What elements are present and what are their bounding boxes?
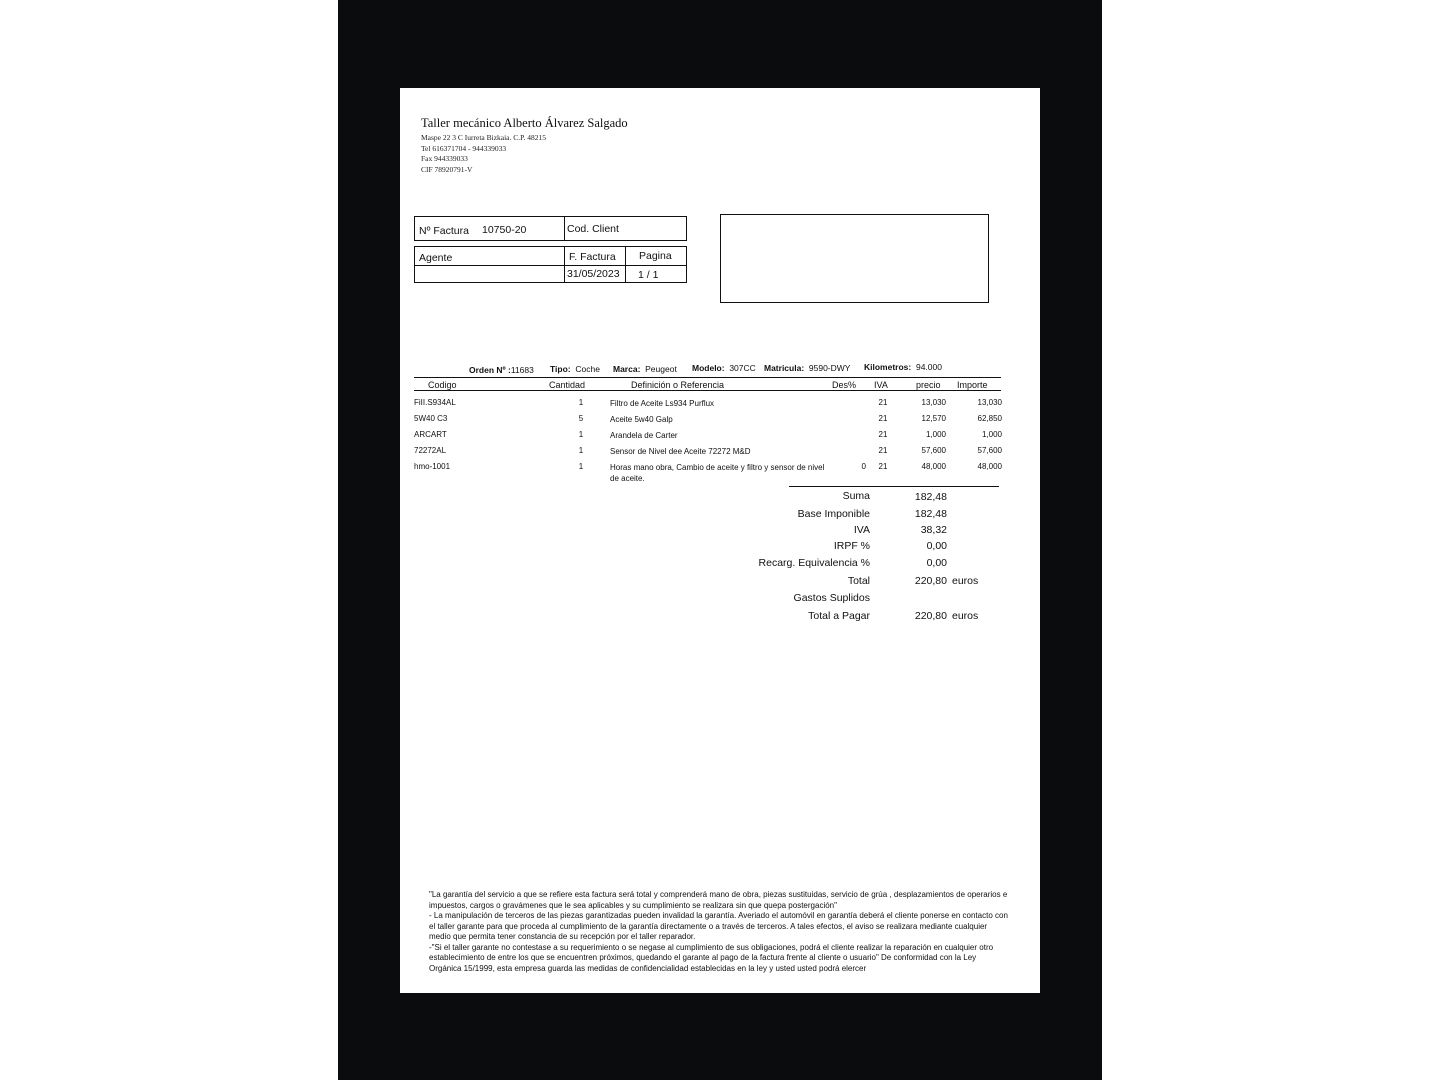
vehicle-type: Tipo: Coche — [550, 364, 600, 374]
gastos-suplidos-label: Gastos Suplidos — [793, 592, 870, 604]
invoice-number: 10750-20 — [482, 224, 527, 236]
total-recargo-label: Recarg. Equivalencia % — [758, 557, 870, 569]
total-suma-label: Suma — [842, 490, 870, 502]
table-top-rule — [414, 377, 1001, 378]
total-a-pagar-unit: euros — [952, 610, 979, 622]
total-a-pagar-label: Total a Pagar — [808, 610, 870, 622]
total-recargo-value: 0,00 — [926, 557, 947, 569]
table-header-rule — [414, 390, 1001, 391]
total-a-pagar-value: 220,80 — [914, 610, 947, 622]
total-irpf-value: 0,00 — [926, 540, 947, 552]
vehicle-model: Modelo: 307CC — [692, 363, 756, 373]
legal-paragraph-1: "La garantía del servicio a que se refiere esta factura será total y comprenderá mano de obra, piezas sustituidas, servicio de grúa , desplazamientos de operarios e impuestos, cargos o gravámenes que le sea aplicables y su cumplimiento se realizara sin que quepa postergación" — [429, 890, 1008, 910]
legal-text — [429, 890, 1009, 974]
col-header-price: precio — [916, 380, 941, 390]
page-label: Pagina — [639, 250, 672, 262]
client-code-label: Cod. Client — [567, 223, 619, 235]
legal-paragraph-3: -"Si el taller garante no contestase a su requerimiento o se negase al cumplimiento de sus obligaciones, podrá el cliente realizar la reparación en cualquier otro establecimiento de entre los que se encuentren próximos, quedando el garante al pago de la factura frente al cliente o usuario" De conformidad con la Ley Orgánica 15/1999, esta empresa guarda las medidas de confidencialidad establecidas en la ley y usted usted podrá elercer — [429, 942, 994, 973]
invoice-page: Taller mecánico Alberto Álvarez Salgado Maspe 22 3 C Iurreta Bizkaia. C.P. 48215 Tel 616371704 - 944339033 Fax 944339033 CIF 78920791-V Nº Factura 10750-20 Cod. Client Agente F. Factura Pagina 31/05/2023 1 / 1 Orden Nº :11683 Tipo: Coche Marca: Peugeot Modelo: 307CC Matricula: 9590-DWY Kilometros: 94.000 Codigo Cantidad Definición o Referencia Des% IVA precio Importe FiII.S934AL 1 Filtro de Aceite Ls934 Purflux 21 13,030 13,030 5W40 C3 5 Aceite 5w40 Galp 21 12,570 62,850 ARCART 1 Arandela de Carter 21 1,000 1,000 72272AL 1 Sensor de Nivel dee Aceite 72272 M&D 21 57,600 57,600 hmo-1001 1 Horas mano obra, Cambio de aceite y filtro y sensor de nivel de aceite. 0 21 48,000 48,000 Suma 182,48 Base Imponible 182,48 IVA 38,32 IRPF % 0,00 Recarg. Equivalencia % 0,00 Total 220,80 euros Gastos Suplidos Total a Pagar 220,80 euros "La garantía del servicio a que se refiere esta factura será total y comprenderá mano de obra, piezas sustituidas, servicio de grúa , desplazamientos de operarios e impuestos, cargos o gravámenes que le sea aplicables y su cumplimiento se realizara sin que quepa postergación" - La manipulación de terceros de las piezas garantizadas pueden invalidad la garantía. Averiado el automóvil en garantía deberá el cliente ponerse en contacto con el taller garante para que proceda al cumplimiento de la garantía directamente o a través de terceros. A tales efectos, el aviso se realizara mediante cualquier medio que permita tener constancia de su recepción por el taller reparador. -"Si el taller garante no contestase a su requerimiento o se negase al cumplimiento de sus obligaciones, podrá el cliente realizar la reparación en cualquier otro establecimiento de entre los que se encuentren próximos, quedando el garante al pago de la factura frente al cliente o usuario" De conformidad con la Ley Orgánica 15/1999, esta empresa guarda las medidas de confidencialidad establecidas en la ley y usted usted podrá elercer — [400, 88, 1040, 993]
col-header-qty: Cantidad — [549, 380, 586, 390]
totals-rule — [789, 486, 999, 487]
business-fax: Fax 944339033 — [421, 154, 468, 163]
invoice-date: 31/05/2023 — [567, 268, 620, 280]
order-number: Orden Nº :11683 — [469, 365, 534, 375]
business-cif: CIF 78920791-V — [421, 165, 473, 174]
col-header-code: Codigo — [428, 380, 457, 390]
agent-label: Agente — [419, 252, 453, 264]
invoice-number-box — [414, 216, 687, 241]
business-address: Maspe 22 3 C Iurreta Bizkaia. C.P. 48215 — [421, 133, 546, 142]
total-unit: euros — [952, 575, 979, 587]
col-header-amount: Importe — [957, 380, 988, 390]
total-iva-label: IVA — [853, 524, 870, 536]
date-label: F. Factura — [569, 251, 616, 263]
invoice-number-label: Nº Factura — [419, 225, 469, 237]
total-label: Total — [847, 575, 870, 587]
invoice-details-box — [414, 246, 687, 283]
vehicle-plate: Matricula: 9590-DWY — [764, 363, 851, 373]
total-iva-value: 38,32 — [920, 524, 947, 536]
col-header-discount: Des% — [832, 380, 857, 390]
col-header-desc: Definición o Referencia — [631, 380, 725, 390]
business-name: Taller mecánico Alberto Álvarez Salgado — [421, 116, 628, 130]
total-value: 220,80 — [914, 575, 947, 587]
total-base-value: 182,48 — [914, 508, 947, 520]
vehicle-brand: Marca: Peugeot — [613, 364, 677, 374]
col-header-iva: IVA — [874, 380, 888, 390]
business-phone: Tel 616371704 - 944339033 — [421, 144, 507, 153]
total-base-label: Base Imponible — [797, 508, 870, 520]
page-number: 1 / 1 — [638, 269, 659, 281]
vehicle-km: Kilometros: 94.000 — [864, 362, 942, 372]
total-irpf-label: IRPF % — [833, 540, 870, 552]
total-suma-value: 182,48 — [914, 491, 947, 503]
legal-paragraph-2: - La manipulación de terceros de las piezas garantizadas pueden invalidad la garantía. Averiado el automóvil en garantía deberá el cliente ponerse en contacto con el taller garante para que proceda al cumplimiento de la garantía directamente o a través de terceros. A tales efectos, el aviso se realizara mediante cualquier medio que permita tener constancia de su recepción por el taller reparador. — [429, 911, 1008, 941]
client-address-box — [720, 214, 989, 303]
